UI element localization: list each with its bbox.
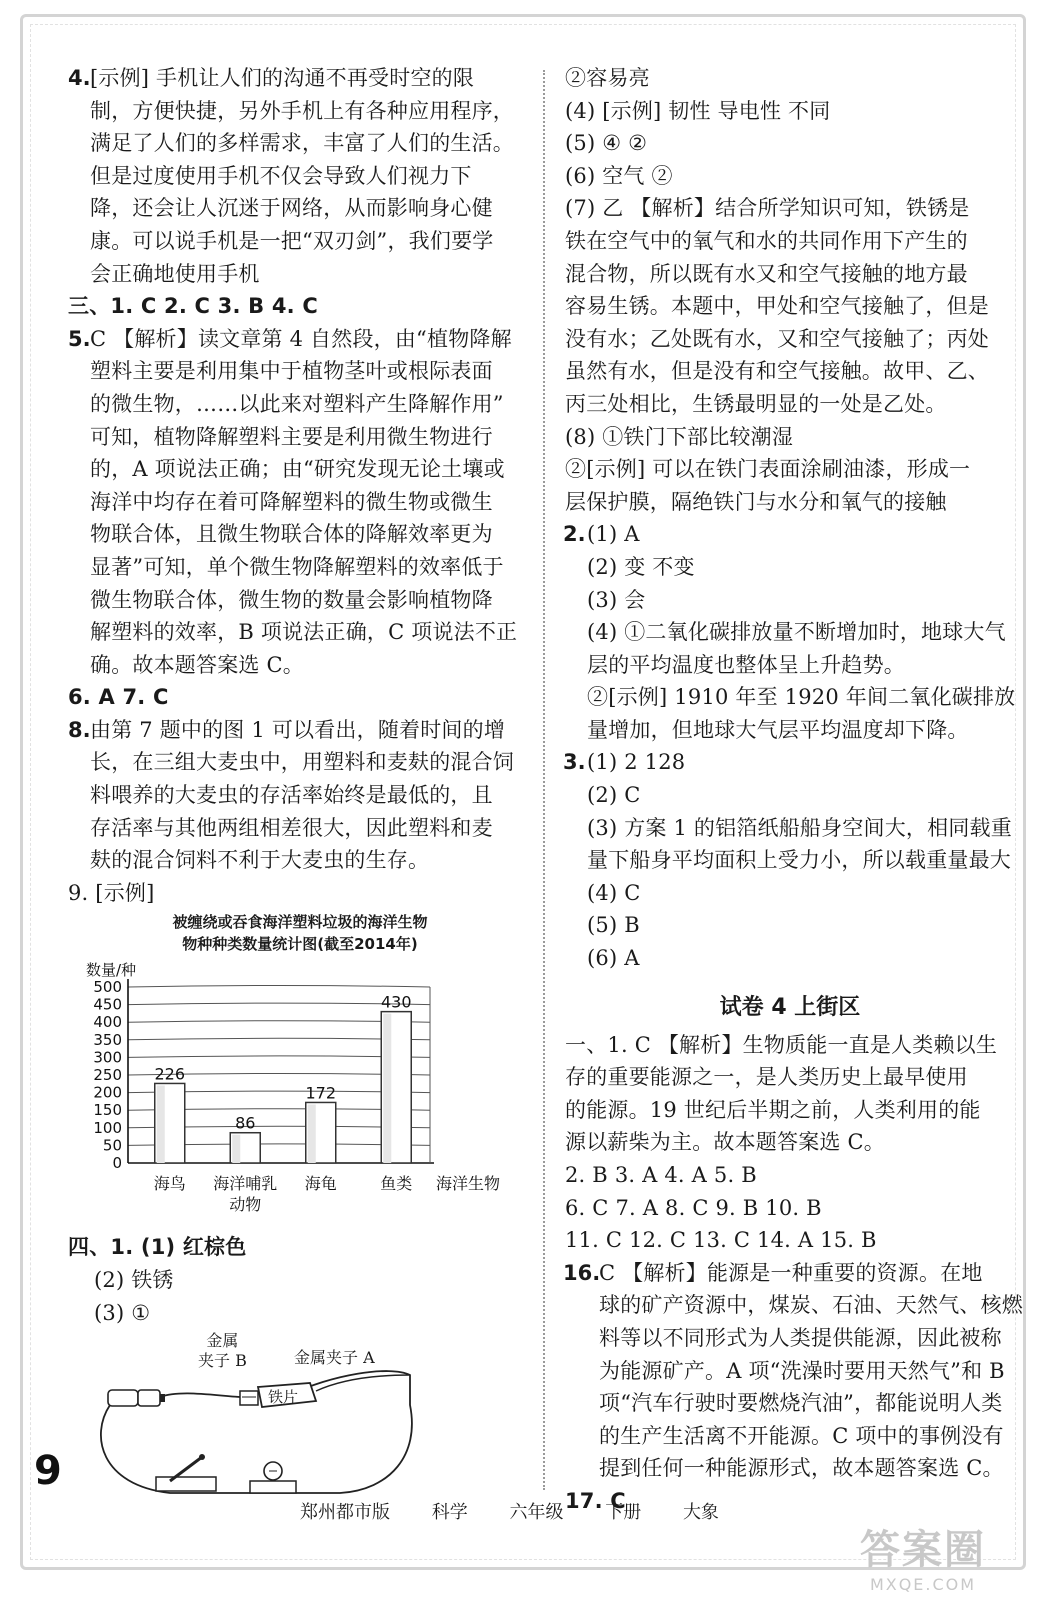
chart-data-label: 172: [305, 1083, 337, 1103]
question-2-number: 2.: [563, 522, 586, 547]
question-8-line: 存活率与其他两组相差很大，因此塑料和麦: [90, 815, 493, 840]
answer-7-line: (7) 乙 【解析】结合所学知识可知，铁锈是: [565, 196, 970, 221]
chart-title-line-2: 物种种类数量统计图(截至2014年): [182, 935, 418, 954]
question-3-line: (1) 2 128: [587, 750, 686, 775]
question-16-text: [565, 1257, 1023, 1485]
question-3-line: (4) C: [587, 880, 641, 905]
chart-gridline: [128, 986, 430, 988]
answer-7-line: 没有水；乙处既有水，又和空气接触了；丙处: [565, 326, 989, 351]
question-5-line: 微生物联合体，微生物的数量会影响植物降: [90, 587, 493, 612]
chart-category-label: 海鸟: [153, 1174, 186, 1194]
mcq-line: 11. C 12. C 13. C 14. A 15. B: [565, 1228, 877, 1253]
question-5-number: 5.: [68, 326, 91, 351]
question-16-line: 的生产生活离不开能源。C 项中的事例没有: [599, 1423, 1004, 1448]
section-1-question-1-line: 的能源。19 世纪后半期之前，人类利用的能: [565, 1097, 981, 1122]
question-8-line: 长，在三组大麦虫中，用塑料和麦麸的混合饲: [90, 750, 514, 775]
section-4-line: 四、1. (1) 红棕色: [68, 1235, 247, 1260]
question-8-line: 由第 7 题中的图 1 可以看出，随着时间的增: [90, 717, 506, 742]
clip-b-label-line-2: 夹子 B: [198, 1351, 247, 1371]
bar-chart: [80, 909, 520, 1229]
question-4: [68, 62, 530, 290]
chart-data-label: 86: [235, 1114, 256, 1134]
chart-y-tick-label: 450: [93, 996, 122, 1015]
question-4-line: 康。可以说手机是一把“双刃剑”，我们要学: [90, 228, 494, 253]
question-5-text: [90, 323, 530, 682]
clip-a-wire: [316, 1375, 410, 1391]
chart-y-tick-label: 150: [93, 1101, 122, 1120]
chart-y-tick-label: 50: [102, 1136, 122, 1155]
multiple-choice-answers: [565, 1159, 1015, 1257]
right-top-line: (5) ④ ②: [565, 131, 648, 156]
question-16-line: 提到任何一种能源形式，故本题答案选 C。: [599, 1456, 1004, 1481]
question-4-line: 降，还会让人沉迷于网络，从而影响身心健: [90, 196, 493, 221]
column-divider: [543, 70, 545, 1490]
right-top-line: ②容易亮: [565, 66, 650, 90]
question-5-line: 的，A 项说法正确；由“研究发现无论土壤或: [90, 457, 505, 482]
circuit-wire-top: [160, 1394, 240, 1398]
question-5: [68, 323, 530, 682]
question-3-line: 量下船身平均面积上受力小，所以载重量最大: [587, 848, 1011, 873]
metal-clip-b-icon: [240, 1391, 258, 1405]
chart-bar-shade: [308, 1105, 316, 1164]
question-5-line: 的微生物，……以此来对塑料产生降解作用”: [90, 391, 504, 416]
question-4-line: 但是过度使用手机不仅会导致人们视力下: [90, 163, 472, 188]
question-16: [563, 1257, 1023, 1485]
chart-svg: [80, 909, 520, 1229]
watermark-main: 答案圈: [860, 1527, 986, 1573]
answer-7-line: 容易生锈。本题中，甲处和空气接触了，但是: [565, 294, 989, 319]
answer-7-line: 丙三处相比，生锈最明显的一处是乙处。: [565, 391, 947, 416]
footer-subject: 科学: [431, 1502, 468, 1523]
switch-icon: [156, 1454, 216, 1491]
answer-8: [565, 421, 1015, 519]
question-2-line: 层的平均温度也整体呈上升趋势。: [587, 652, 905, 677]
bulb-icon: [250, 1462, 296, 1493]
chart-bar-shade: [157, 1086, 165, 1164]
answer-8-line: ②[示例] 可以在铁门表面涂刷油漆，形成一: [565, 457, 971, 482]
question-2-line: 量增加，但地球大气层平均温度却下降。: [587, 717, 969, 742]
question-3-line: (6) A: [587, 946, 640, 971]
question-3-text: [565, 746, 1015, 974]
mcq-line: 6. C 7. A 8. C 9. B 10. B: [565, 1195, 822, 1220]
question-5-line: 物联合体，且微生物联合体的降解效率更为: [90, 522, 493, 547]
question-4-text: [90, 62, 530, 290]
question-2-line: (1) A: [587, 522, 640, 547]
answer-8-line: (8) ①铁门下部比较潮湿: [565, 424, 794, 449]
footer-edition: 郑州都市版: [300, 1502, 390, 1523]
footer-publisher: 大象: [682, 1502, 719, 1523]
section-4-line: (2) 铁锈: [94, 1268, 174, 1293]
question-16-line: 为能源矿产。A 项“洗澡时要用天然气”和 B: [599, 1358, 1005, 1383]
question-5-line: C 【解析】读文章第 4 自然段，由“植物降解: [90, 326, 512, 351]
question-8-line: 料喂养的大麦虫的存活率始终是最低的，且: [90, 783, 493, 808]
chart-bar-shade: [232, 1135, 240, 1163]
question-6-7-answers: 6. A 7. C: [68, 685, 169, 710]
question-5-line: 海洋中均存在着可降解塑料的微生物或微生: [90, 489, 493, 514]
answer-7-line: 混合物，所以既有水又和空气接触的地方最: [565, 261, 968, 286]
chart-y-tick-label: 200: [93, 1084, 122, 1103]
watermark-logo: [823, 1518, 1023, 1594]
circuit-diagram: [90, 1331, 520, 1505]
question-4-line: 会正确地使用手机: [90, 261, 260, 286]
question-4-number: 4.: [68, 66, 91, 90]
section-1-question-1-line: 一、1. C 【解析】生物质能一直是人类赖以生: [565, 1032, 998, 1057]
question-2-text: [565, 518, 1015, 746]
mcq-line: 2. B 3. A 4. A 5. B: [565, 1163, 757, 1187]
question-9-label: 9. [示例]: [68, 880, 155, 905]
page-number: 9: [34, 1448, 62, 1494]
left-column: [68, 62, 530, 1505]
iron-sheet-label: 铁片: [268, 1388, 299, 1407]
question-8-number: 8.: [68, 717, 91, 742]
question-5-line: 确。故本题答案选 C。: [90, 652, 304, 677]
footer-volume: 下册: [605, 1502, 642, 1523]
chart-y-axis-label: 数量/种: [86, 961, 137, 980]
right-column: [563, 62, 1023, 1518]
question-2-line: ②[示例] 1910 年至 1920 年间二氧化碳排放: [587, 685, 1016, 710]
chart-y-tick-label: 250: [93, 1066, 122, 1085]
chart-title-line-1: 被缠绕或吞食海洋塑料垃圾的海洋生物: [172, 913, 428, 932]
question-16-line: 料等以不同形式为人类提供能源，因此被称: [599, 1325, 1002, 1350]
question-16-line: 球的矿产资源中，煤炭、石油、天然气、核燃: [599, 1293, 1023, 1318]
question-8-line: 麸的混合饲料不利于大麦虫的生存。: [90, 848, 430, 873]
battery-icon: [108, 1390, 165, 1406]
question-3-number: 3.: [563, 750, 586, 775]
question-4-line: 满足了人们的多样需求，丰富了人们的生活。: [90, 131, 514, 156]
question-16-line: 项“汽车行驶时要燃烧汽油”，都能说明人类: [599, 1391, 1003, 1416]
question-2-line: (3) 会: [587, 587, 646, 612]
question-5-line: 塑料主要是利用集中于植物茎叶或根际表面: [90, 359, 493, 384]
question-5-line: 显著”可知，单个微生物降解塑料的效率低于: [90, 554, 504, 579]
watermark-url: MXQE.COM: [869, 1575, 977, 1594]
section-4-line: (3) ①: [94, 1300, 151, 1325]
section-3-answers: 三、1. C 2. C 3. B 4. C: [68, 294, 318, 319]
chart-category-label: 动物: [229, 1195, 262, 1215]
chart-x-axis-label: 海洋生物: [436, 1174, 501, 1194]
clip-a-label: 金属夹子 A: [294, 1348, 375, 1368]
answer-7: [565, 192, 1015, 420]
question-5-line: 可知，植物降解塑料主要是利用微生物进行: [90, 424, 493, 449]
section-1-question-1-line: 源以薪柴为主。故本题答案选 C。: [565, 1130, 885, 1155]
question-5-line: 解塑料的效率，B 项说法正确，C 项说法不正: [90, 620, 518, 645]
answer-8-line: 层保护膜，隔绝铁门与水分和氧气的接触: [565, 489, 947, 514]
question-2-line: (2) 变 不变: [587, 554, 695, 579]
question-4-line: 制，方便快捷，另外手机上有各种应用程序，: [90, 98, 514, 123]
chart-category-label: 鱼类: [380, 1174, 413, 1194]
clip-b-label-line-1: 金属: [206, 1331, 239, 1351]
chart-y-tick-label: 500: [93, 978, 122, 997]
section-1-question-1: [565, 1029, 1015, 1159]
chart-y-tick-label: 400: [93, 1013, 122, 1032]
section-4-answers: [68, 1231, 530, 1329]
answer-7-line: 虽然有水，但是没有和空气接触。故甲、乙、: [565, 359, 989, 384]
chart-category-label: 海龟: [304, 1174, 337, 1194]
clip-b-label: [198, 1331, 247, 1371]
right-top-line: (4) [示例] 韧性 导电性 不同: [565, 98, 831, 123]
question-16-number: 16.: [563, 1260, 601, 1285]
question-4-line: [示例] 手机让人们的沟通不再受时空的限: [90, 66, 475, 90]
question-2: [565, 518, 1015, 746]
question-3: [565, 746, 1015, 974]
section-1-question-1-line: 存的重要能源之一，是人类历史上最早使用: [565, 1065, 968, 1090]
question-3-line: (2) C: [587, 783, 641, 808]
chart-y-tick-label: 350: [93, 1031, 122, 1050]
chart-bar-shade: [383, 1014, 391, 1163]
question-3-line: (5) B: [587, 913, 640, 938]
answer-7-line: 铁在空气中的氧气和水的共同作用下产生的: [565, 228, 968, 253]
chart-data-label: 430: [380, 993, 412, 1013]
section-title: 试卷 4 上街区: [719, 994, 861, 1020]
question-17-answer: 17. C: [565, 1488, 626, 1513]
chart-y-tick-label: 100: [93, 1119, 122, 1138]
right-top-answers: [565, 62, 1015, 192]
chart-data-label: 226: [154, 1064, 186, 1084]
footer-info: [300, 1498, 741, 1524]
chart-y-tick-label: 0: [112, 1154, 122, 1173]
question-8-text: [90, 714, 530, 877]
chart-y-tick-label: 300: [93, 1048, 122, 1067]
question-3-line: (3) 方案 1 的铝箔纸船船身空间大，相同载重: [587, 815, 1012, 840]
right-top-line: (6) 空气 ②: [565, 163, 673, 188]
chart-category-label: 海洋哺乳: [213, 1174, 278, 1194]
question-16-line: C 【解析】能源是一种重要的资源。在地: [599, 1260, 983, 1285]
question-8: [68, 714, 530, 877]
question-2-line: (4) ①二氧化碳排放量不断增加时，地球大气: [587, 620, 1006, 645]
footer-grade: 六年级: [509, 1502, 564, 1523]
